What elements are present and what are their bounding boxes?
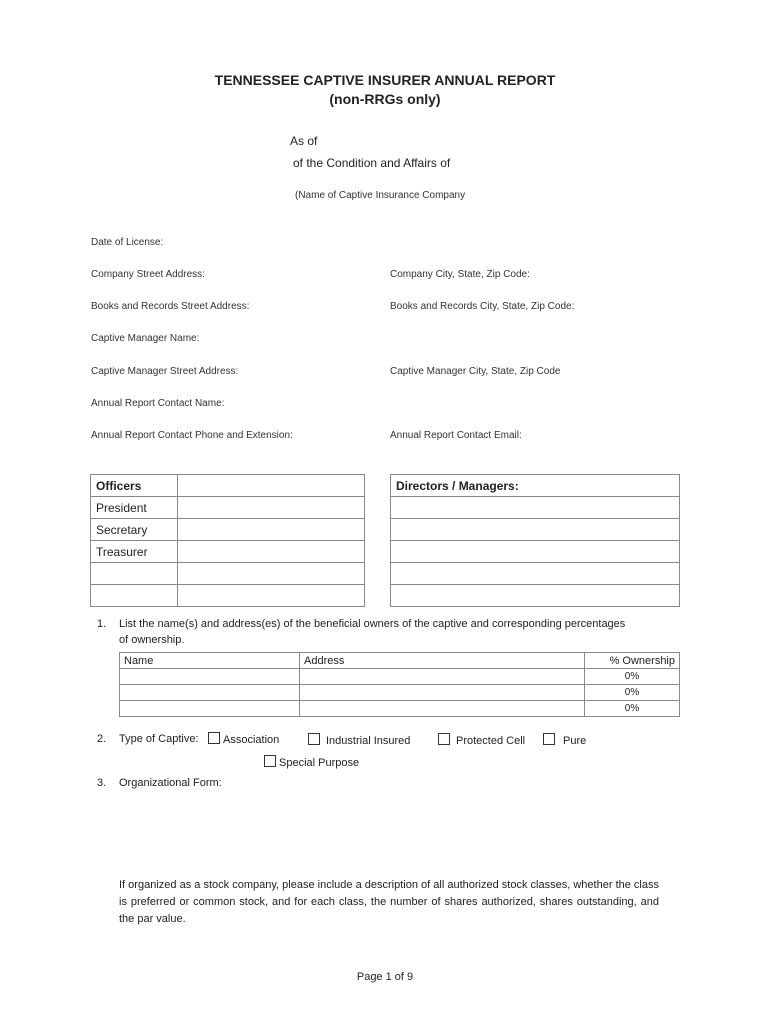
director-cell[interactable]: [391, 563, 680, 585]
owner-name-cell[interactable]: [120, 669, 300, 685]
company-name-hint: (Name of Captive Insurance Company: [295, 190, 466, 201]
table-row: [391, 497, 680, 519]
table-row: [91, 563, 365, 585]
report-subtitle: (non-RRGs only): [329, 91, 441, 107]
officer-role[interactable]: [91, 585, 178, 607]
pure-label: Pure: [563, 735, 587, 747]
table-row: [120, 701, 680, 717]
option-protected-cell[interactable]: [438, 733, 525, 747]
table-row: [91, 541, 365, 563]
books-city-label: Books and Records City, State, Zip Code:: [390, 301, 575, 312]
table-row: [91, 585, 365, 607]
q1-number: 1.: [97, 618, 107, 630]
option-special-purpose[interactable]: [264, 755, 359, 769]
officer-cell[interactable]: [178, 541, 365, 563]
directors-header: Directors / Managers:: [391, 475, 680, 497]
table-row: [391, 563, 680, 585]
protected-cell-checkbox[interactable]: [438, 733, 450, 745]
officers-table: [90, 474, 365, 607]
stock-note: If organized as a stock company, please include a description of all authorized stock classes, whether the class is preferred or common stock, and for each class, the number of shares authorized, shares outstanding, and the par value.: [119, 879, 659, 925]
company-street-label: Company Street Address:: [91, 269, 205, 280]
owner-name-cell[interactable]: [120, 701, 300, 717]
officer-role: President: [91, 497, 178, 519]
officer-cell[interactable]: [178, 585, 365, 607]
contact-email-label: Annual Report Contact Email:: [390, 430, 522, 441]
contact-name-label: Annual Report Contact Name:: [91, 398, 225, 409]
q2-number: 2.: [97, 733, 107, 745]
table-row: [391, 585, 680, 607]
officer-cell[interactable]: [178, 497, 365, 519]
table-row: [120, 685, 680, 701]
option-association[interactable]: [208, 732, 279, 746]
officer-role[interactable]: [91, 563, 178, 585]
directors-table: [390, 474, 680, 607]
owner-address-cell[interactable]: [300, 701, 585, 717]
director-cell[interactable]: [391, 585, 680, 607]
officer-cell[interactable]: [178, 519, 365, 541]
company-city-label: Company City, State, Zip Code:: [390, 269, 530, 280]
condition-label: of the Condition and Affairs of: [293, 156, 451, 170]
ownership-table: [119, 652, 680, 717]
col-name-header: Name: [120, 653, 300, 669]
officer-role: Treasurer: [91, 541, 178, 563]
table-row: [91, 519, 365, 541]
director-cell[interactable]: [391, 497, 680, 519]
director-cell[interactable]: [391, 519, 680, 541]
q2-label: Type of Captive:: [119, 733, 199, 745]
protected-cell-label: Protected Cell: [456, 735, 526, 747]
special-purpose-checkbox[interactable]: [264, 755, 276, 767]
q3-label: Organizational Form:: [119, 777, 222, 789]
association-label: Association: [223, 734, 280, 746]
manager-street-label: Captive Manager Street Address:: [91, 366, 239, 377]
owner-address-cell[interactable]: [300, 669, 585, 685]
books-street-label: Books and Records Street Address:: [91, 301, 250, 312]
industrial-insured-checkbox[interactable]: [308, 733, 320, 745]
pure-checkbox[interactable]: [543, 733, 555, 745]
owner-address-cell[interactable]: [300, 685, 585, 701]
officer-cell[interactable]: [178, 475, 365, 497]
table-row: [391, 541, 680, 563]
page-number: Page 1 of 9: [356, 971, 414, 983]
q1-text-line1: List the name(s) and address(es) of the beneficial owners of the captive and corresponding percentages: [119, 618, 626, 630]
director-cell[interactable]: [391, 541, 680, 563]
date-of-license-label: Date of License:: [91, 237, 164, 248]
manager-city-label: Captive Manager City, State, Zip Code: [390, 366, 561, 377]
report-title: TENNESSEE CAPTIVE INSURER ANNUAL REPORT: [214, 72, 556, 88]
officers-header: Officers: [91, 475, 178, 497]
contact-phone-label: Annual Report Contact Phone and Extension:: [91, 430, 293, 441]
association-checkbox[interactable]: [208, 732, 220, 744]
option-pure[interactable]: [543, 733, 586, 747]
owner-pct-cell[interactable]: 0%: [585, 669, 680, 685]
officer-role: Secretary: [91, 519, 178, 541]
owner-pct-cell[interactable]: 0%: [585, 701, 680, 717]
officer-cell[interactable]: [178, 563, 365, 585]
table-row: [391, 519, 680, 541]
option-industrial-insured[interactable]: [308, 733, 410, 747]
table-row: [120, 669, 680, 685]
industrial-insured-label: Industrial Insured: [326, 735, 411, 747]
manager-name-label: Captive Manager Name:: [91, 333, 200, 344]
q3-number: 3.: [97, 777, 107, 789]
table-row: [91, 497, 365, 519]
owner-pct-cell[interactable]: 0%: [585, 685, 680, 701]
owner-name-cell[interactable]: [120, 685, 300, 701]
as-of-label: As of: [290, 134, 318, 148]
special-purpose-label: Special Purpose: [279, 757, 360, 769]
q1-text-line2: of ownership.: [119, 634, 185, 646]
col-ownership-header: % Ownership: [585, 653, 680, 669]
col-address-header: Address: [300, 653, 585, 669]
